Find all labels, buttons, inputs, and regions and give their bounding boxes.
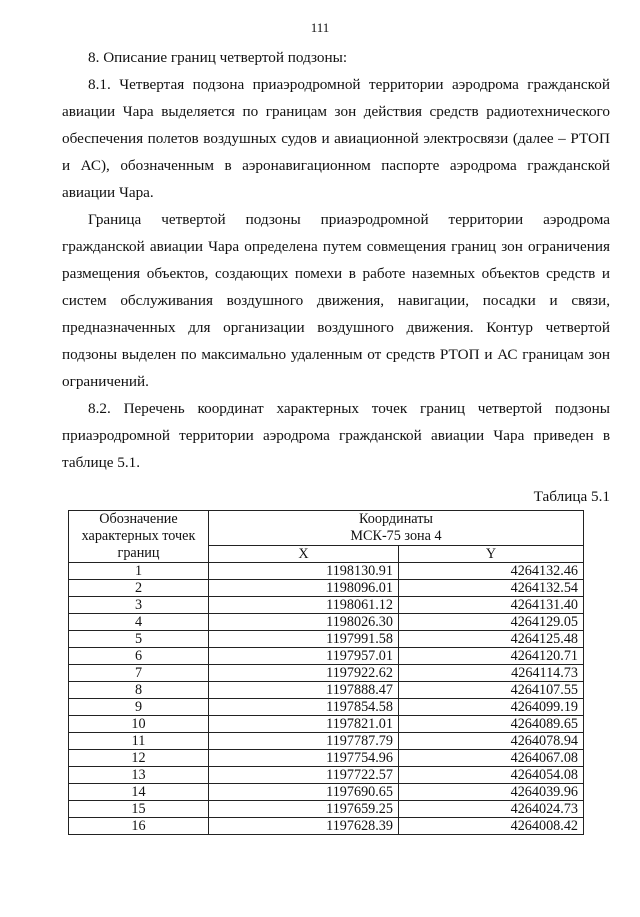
y-cell: 4264039.96 [399,784,584,801]
y-cell: 4264120.71 [399,648,584,665]
y-cell: 4264107.55 [399,682,584,699]
table-caption: Таблица 5.1 [533,488,610,505]
point-label-header [69,511,209,563]
coordinates-header [209,511,584,546]
x-cell: 1198096.01 [209,580,399,597]
table-row [69,665,584,682]
x-cell: 1197754.96 [209,750,399,767]
y-cell: 4264089.65 [399,716,584,733]
point-label-line: Обозначение [99,511,178,527]
point-cell: 1 [69,563,209,580]
x-cell: 1197722.57 [209,767,399,784]
table-row [69,682,584,699]
x-cell: 1197957.01 [209,648,399,665]
y-cell: 4264132.54 [399,580,584,597]
x-cell: 1197922.62 [209,665,399,682]
table-row [69,801,584,818]
point-cell: 7 [69,665,209,682]
x-cell: 1197690.65 [209,784,399,801]
table-row [69,580,584,597]
point-cell: 15 [69,801,209,818]
x-cell: 1197659.25 [209,801,399,818]
coordinates-header-line: Координаты [359,511,433,527]
coordinates-header-line: МСК-75 зона 4 [350,528,442,544]
point-cell: 13 [69,767,209,784]
point-cell: 10 [69,716,209,733]
y-cell: 4264125.48 [399,631,584,648]
x-column-header: X [209,546,399,563]
x-cell: 1197991.58 [209,631,399,648]
table-row [69,818,584,835]
table-row [69,733,584,750]
coordinates-table [68,510,584,835]
x-cell: 1198130.91 [209,563,399,580]
y-cell: 4264078.94 [399,733,584,750]
x-cell: 1197628.39 [209,818,399,835]
y-cell: 4264131.40 [399,597,584,614]
y-cell: 4264054.08 [399,767,584,784]
y-cell: 4264099.19 [399,699,584,716]
table-header-row [69,511,584,546]
table-row [69,563,584,580]
point-cell: 6 [69,648,209,665]
document-body [62,44,610,510]
page-number: 111 [310,20,330,35]
table-row [69,614,584,631]
point-cell: 2 [69,580,209,597]
point-cell: 3 [69,597,209,614]
y-cell: 4264067.08 [399,750,584,767]
table-row [69,750,584,767]
point-cell: 16 [69,818,209,835]
point-label-line: границ [117,545,160,561]
x-cell: 1197888.47 [209,682,399,699]
y-cell: 4264024.73 [399,801,584,818]
y-cell: 4264129.05 [399,614,584,631]
table-row [69,784,584,801]
point-label-line: характерных точек [81,528,196,544]
table-row [69,699,584,716]
paragraph-8-1: 8.1. Четвертая подзона приаэродромной территории аэродрома гражданской авиации Чара выделяется по границам зон действия средств радиотехнического обеспечения полетов воздушных судов и авиационной электросвязи (далее – РТОП и АС), обозначенным в аэронавигационном паспорте аэродрома гражданской авиации Чара. [62,76,610,201]
table-row [69,631,584,648]
point-cell: 5 [69,631,209,648]
point-cell: 9 [69,699,209,716]
point-cell: 14 [69,784,209,801]
point-cell: 4 [69,614,209,631]
table-row [69,648,584,665]
x-cell: 1197821.01 [209,716,399,733]
x-cell: 1197787.79 [209,733,399,750]
y-cell: 4264008.42 [399,818,584,835]
table-row [69,767,584,784]
paragraph-boundary: Граница четвертой подзоны приаэродромной территории аэродрома гражданской авиации Чара определена путем совмещения границ зон ограничения размещения объектов, создающих помехи в работе наземных объектов средств и систем обслуживания воздушного движения, навигации, посадки и связи, предназначенных для организации воздушного движения. Контур четвертой подзоны выделен по максимально удаленным от средств РТОП и АС границам зон ограничений. [62,211,610,390]
section-heading: 8. Описание границ четвертой подзоны: [88,49,348,66]
paragraph-8-2: 8.2. Перечень координат характерных точек границ четвертой подзоны приаэродромной территории аэродрома гражданской авиации Чара приведен в таблице 5.1. [62,400,610,471]
point-cell: 12 [69,750,209,767]
y-column-header: Y [399,546,584,563]
x-cell: 1198061.12 [209,597,399,614]
point-cell: 8 [69,682,209,699]
x-cell: 1197854.58 [209,699,399,716]
table-row [69,716,584,733]
y-cell: 4264114.73 [399,665,584,682]
table-row [69,597,584,614]
point-cell: 11 [69,733,209,750]
x-cell: 1198026.30 [209,614,399,631]
y-cell: 4264132.46 [399,563,584,580]
table-body [69,563,584,835]
